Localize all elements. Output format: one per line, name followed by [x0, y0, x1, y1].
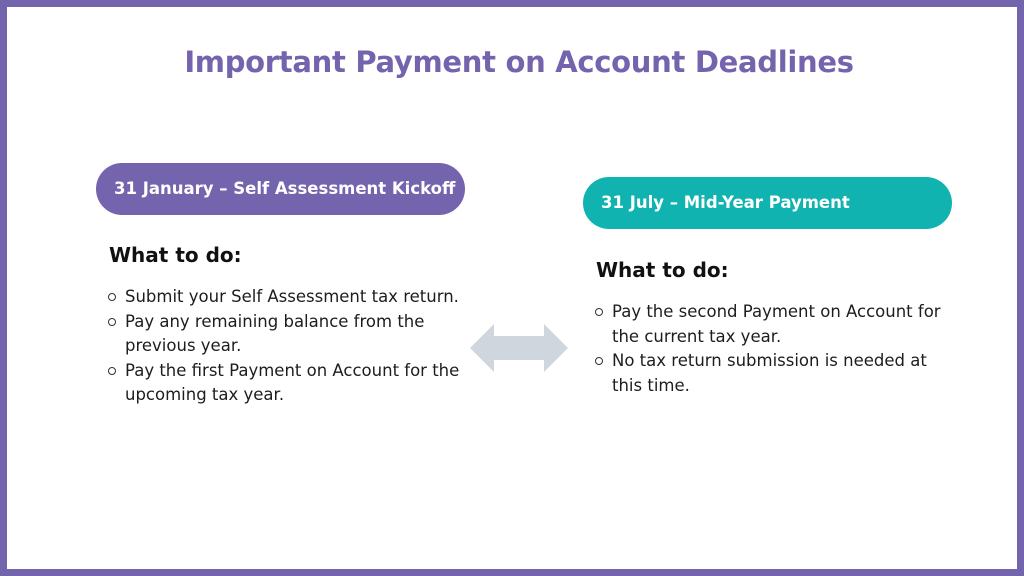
list-item-text: Submit your Self Assessment tax return. — [125, 287, 459, 306]
list-item — [594, 349, 956, 398]
page-title: Important Payment on Account Deadlines — [184, 45, 854, 79]
list-item-text: Pay the first Payment on Account for the upcoming tax year. — [125, 360, 460, 404]
deadline-label-january: 31 January – Self Assessment Kickoff — [96, 163, 465, 215]
list-item-text: Pay any remaining balance from the previous year. — [125, 311, 425, 355]
list-item — [107, 285, 469, 310]
list-item — [107, 310, 469, 359]
list-item-text: Pay the second Payment on Account for the current tax year. — [612, 302, 941, 346]
list-item — [107, 359, 469, 408]
what-to-do-heading-july: What to do: — [596, 258, 729, 282]
bullet-icon — [595, 308, 603, 316]
bullet-icon — [108, 293, 116, 301]
bullet-icon — [595, 357, 603, 365]
double-arrow-icon — [470, 324, 568, 372]
bullet-icon — [108, 367, 116, 375]
deadline-label-july: 31 July – Mid-Year Payment — [583, 177, 952, 229]
bullet-icon — [108, 318, 116, 326]
task-list-january — [107, 285, 469, 408]
list-item — [594, 300, 956, 349]
what-to-do-heading-january: What to do: — [109, 243, 242, 267]
list-item-text: No tax return submission is needed at this time. — [612, 351, 927, 395]
task-list-july — [594, 300, 956, 398]
